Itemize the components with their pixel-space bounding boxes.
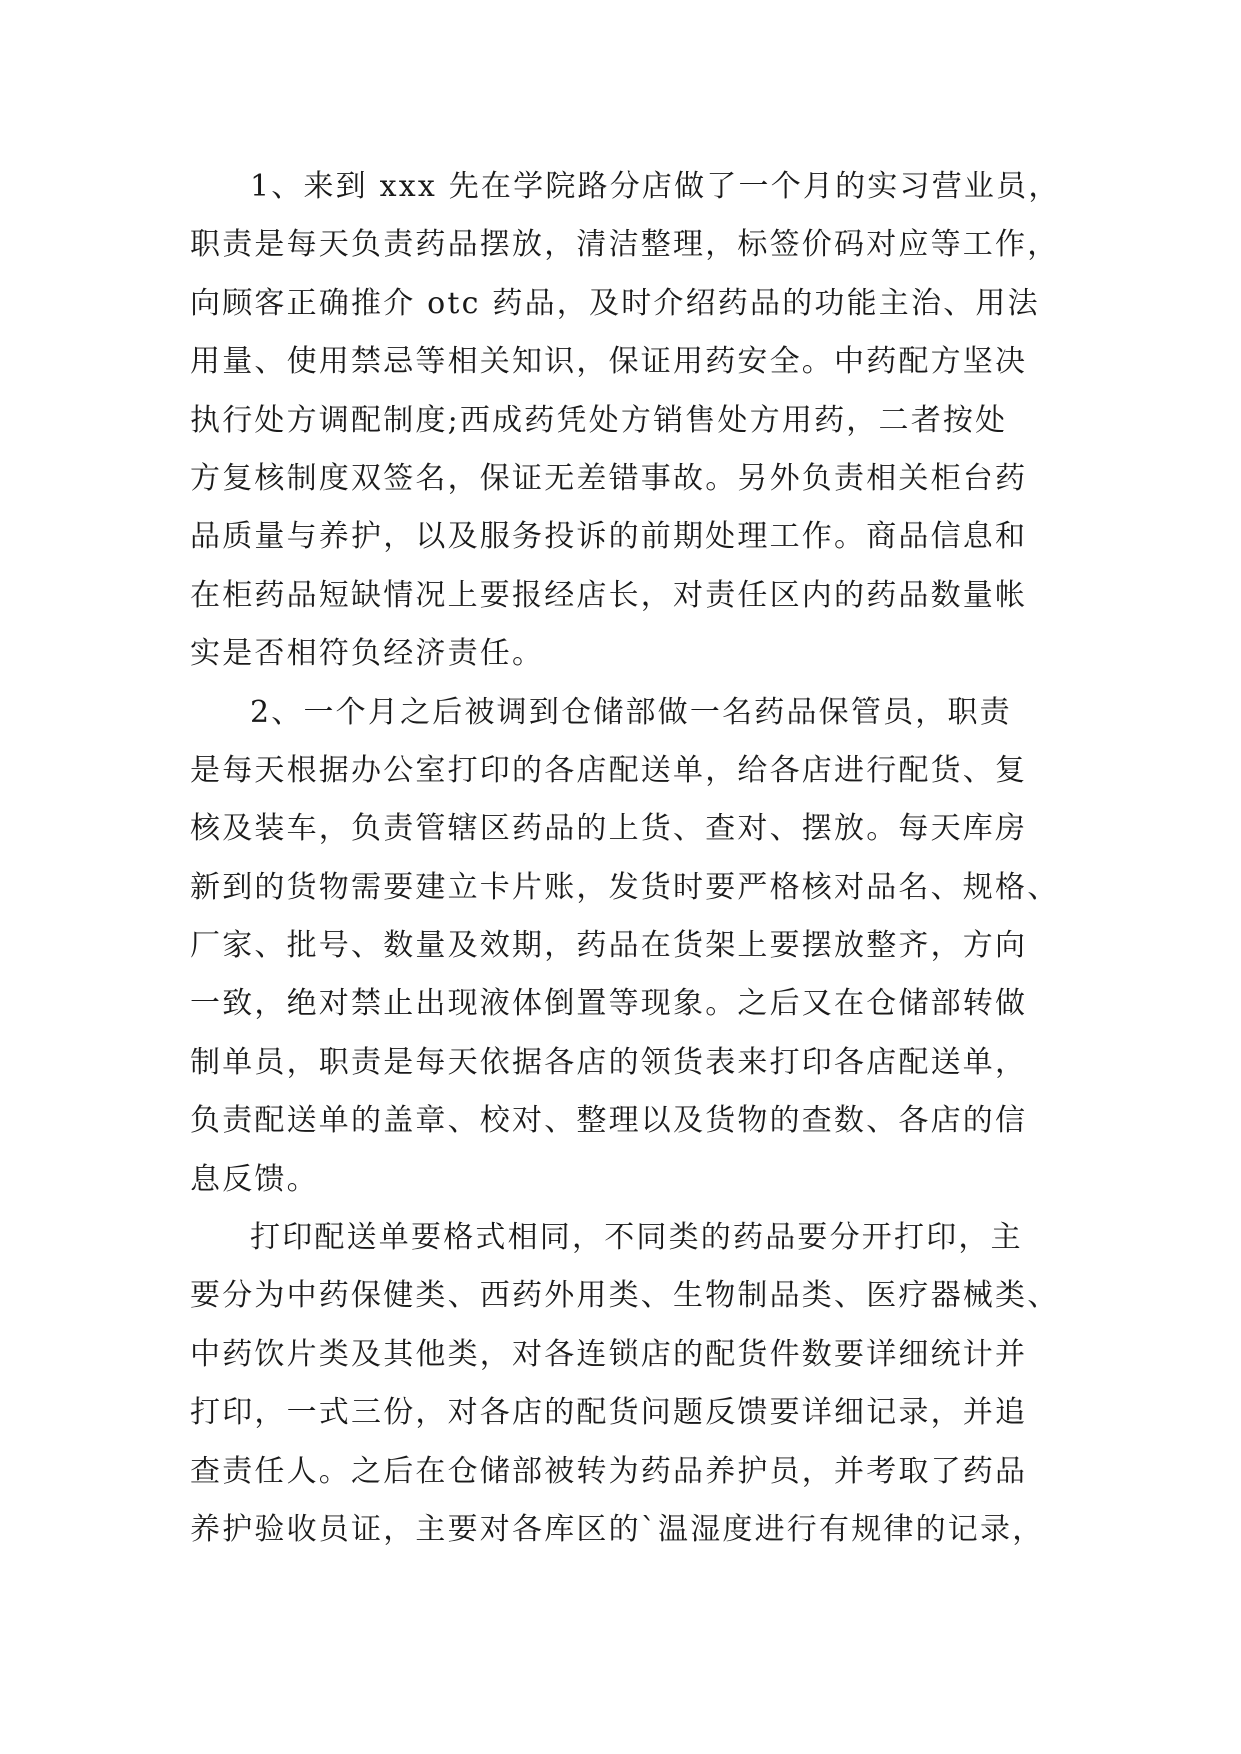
text-line: 息反馈。 xyxy=(190,1161,319,1197)
text-line: 执行处方调配制度;西成药凭处方销售处方用药，二者按处 xyxy=(190,402,1008,438)
text-line: 打印配送单要格式相同，不同类的药品要分开打印，主 xyxy=(250,1220,1023,1256)
text-line: 打印，一式三份，对各店的配货问题反馈要详细记录，并追 xyxy=(190,1395,1028,1431)
document-body xyxy=(190,158,1060,1559)
text-line: 职责是每天负责药品摆放，清洁整理，标签价码对应等工作， xyxy=(190,227,1060,263)
text-line: 2、一个月之后被调到仓储部做一名药品保管员，职责 xyxy=(250,694,1012,730)
text-line: 核及装车，负责管辖区药品的上货、查对、摆放。每天库房 xyxy=(190,811,1028,847)
text-line: 制单员，职责是每天依据各店的领货表来打印各店配送单， xyxy=(190,1044,1028,1080)
text-line: 养护验收员证，主要对各库区的`温湿度进行有规律的记录， xyxy=(190,1511,1045,1547)
text-line: 要分为中药保健类、西药外用类、生物制品类、医疗器械类、 xyxy=(190,1278,1060,1314)
text-line: 负责配送单的盖章、校对、整理以及货物的查数、各店的信 xyxy=(190,1103,1028,1139)
text-line: 厂家、批号、数量及效期，药品在货架上要摆放整齐，方向 xyxy=(190,928,1028,964)
text-line: 中药饮片类及其他类，对各连锁店的配货件数要详细统计并 xyxy=(190,1336,1028,1372)
paragraph-2 xyxy=(190,684,1060,1210)
text-line: 一致，绝对禁止出现液体倒置等现象。之后又在仓储部转做 xyxy=(190,986,1028,1022)
paragraph-1 xyxy=(190,158,1060,684)
text-line: 向顾客正确推介 otc 药品，及时介绍药品的功能主治、用法 xyxy=(190,285,1040,321)
text-line: 新到的货物需要建立卡片账，发货时要严格核对品名、规格、 xyxy=(190,869,1060,905)
text-line: 品质量与养护，以及服务投诉的前期处理工作。商品信息和 xyxy=(190,519,1028,555)
text-line: 实是否相符负经济责任。 xyxy=(190,636,545,672)
text-line: 是每天根据办公室打印的各店配送单，给各店进行配货、复 xyxy=(190,752,1028,788)
paragraph-3 xyxy=(190,1209,1060,1559)
text-line: 用量、使用禁忌等相关知识，保证用药安全。中药配方坚决 xyxy=(190,344,1028,380)
text-line: 在柜药品短缺情况上要报经店长，对责任区内的药品数量帐 xyxy=(190,577,1028,613)
text-line: 查责任人。之后在仓储部被转为药品养护员，并考取了药品 xyxy=(190,1453,1028,1489)
text-line: 1、来到 xxx 先在学院路分店做了一个月的实习营业员， xyxy=(250,169,1061,204)
text-line: 方复核制度双签名，保证无差错事故。另外负责相关柜台药 xyxy=(190,460,1028,496)
